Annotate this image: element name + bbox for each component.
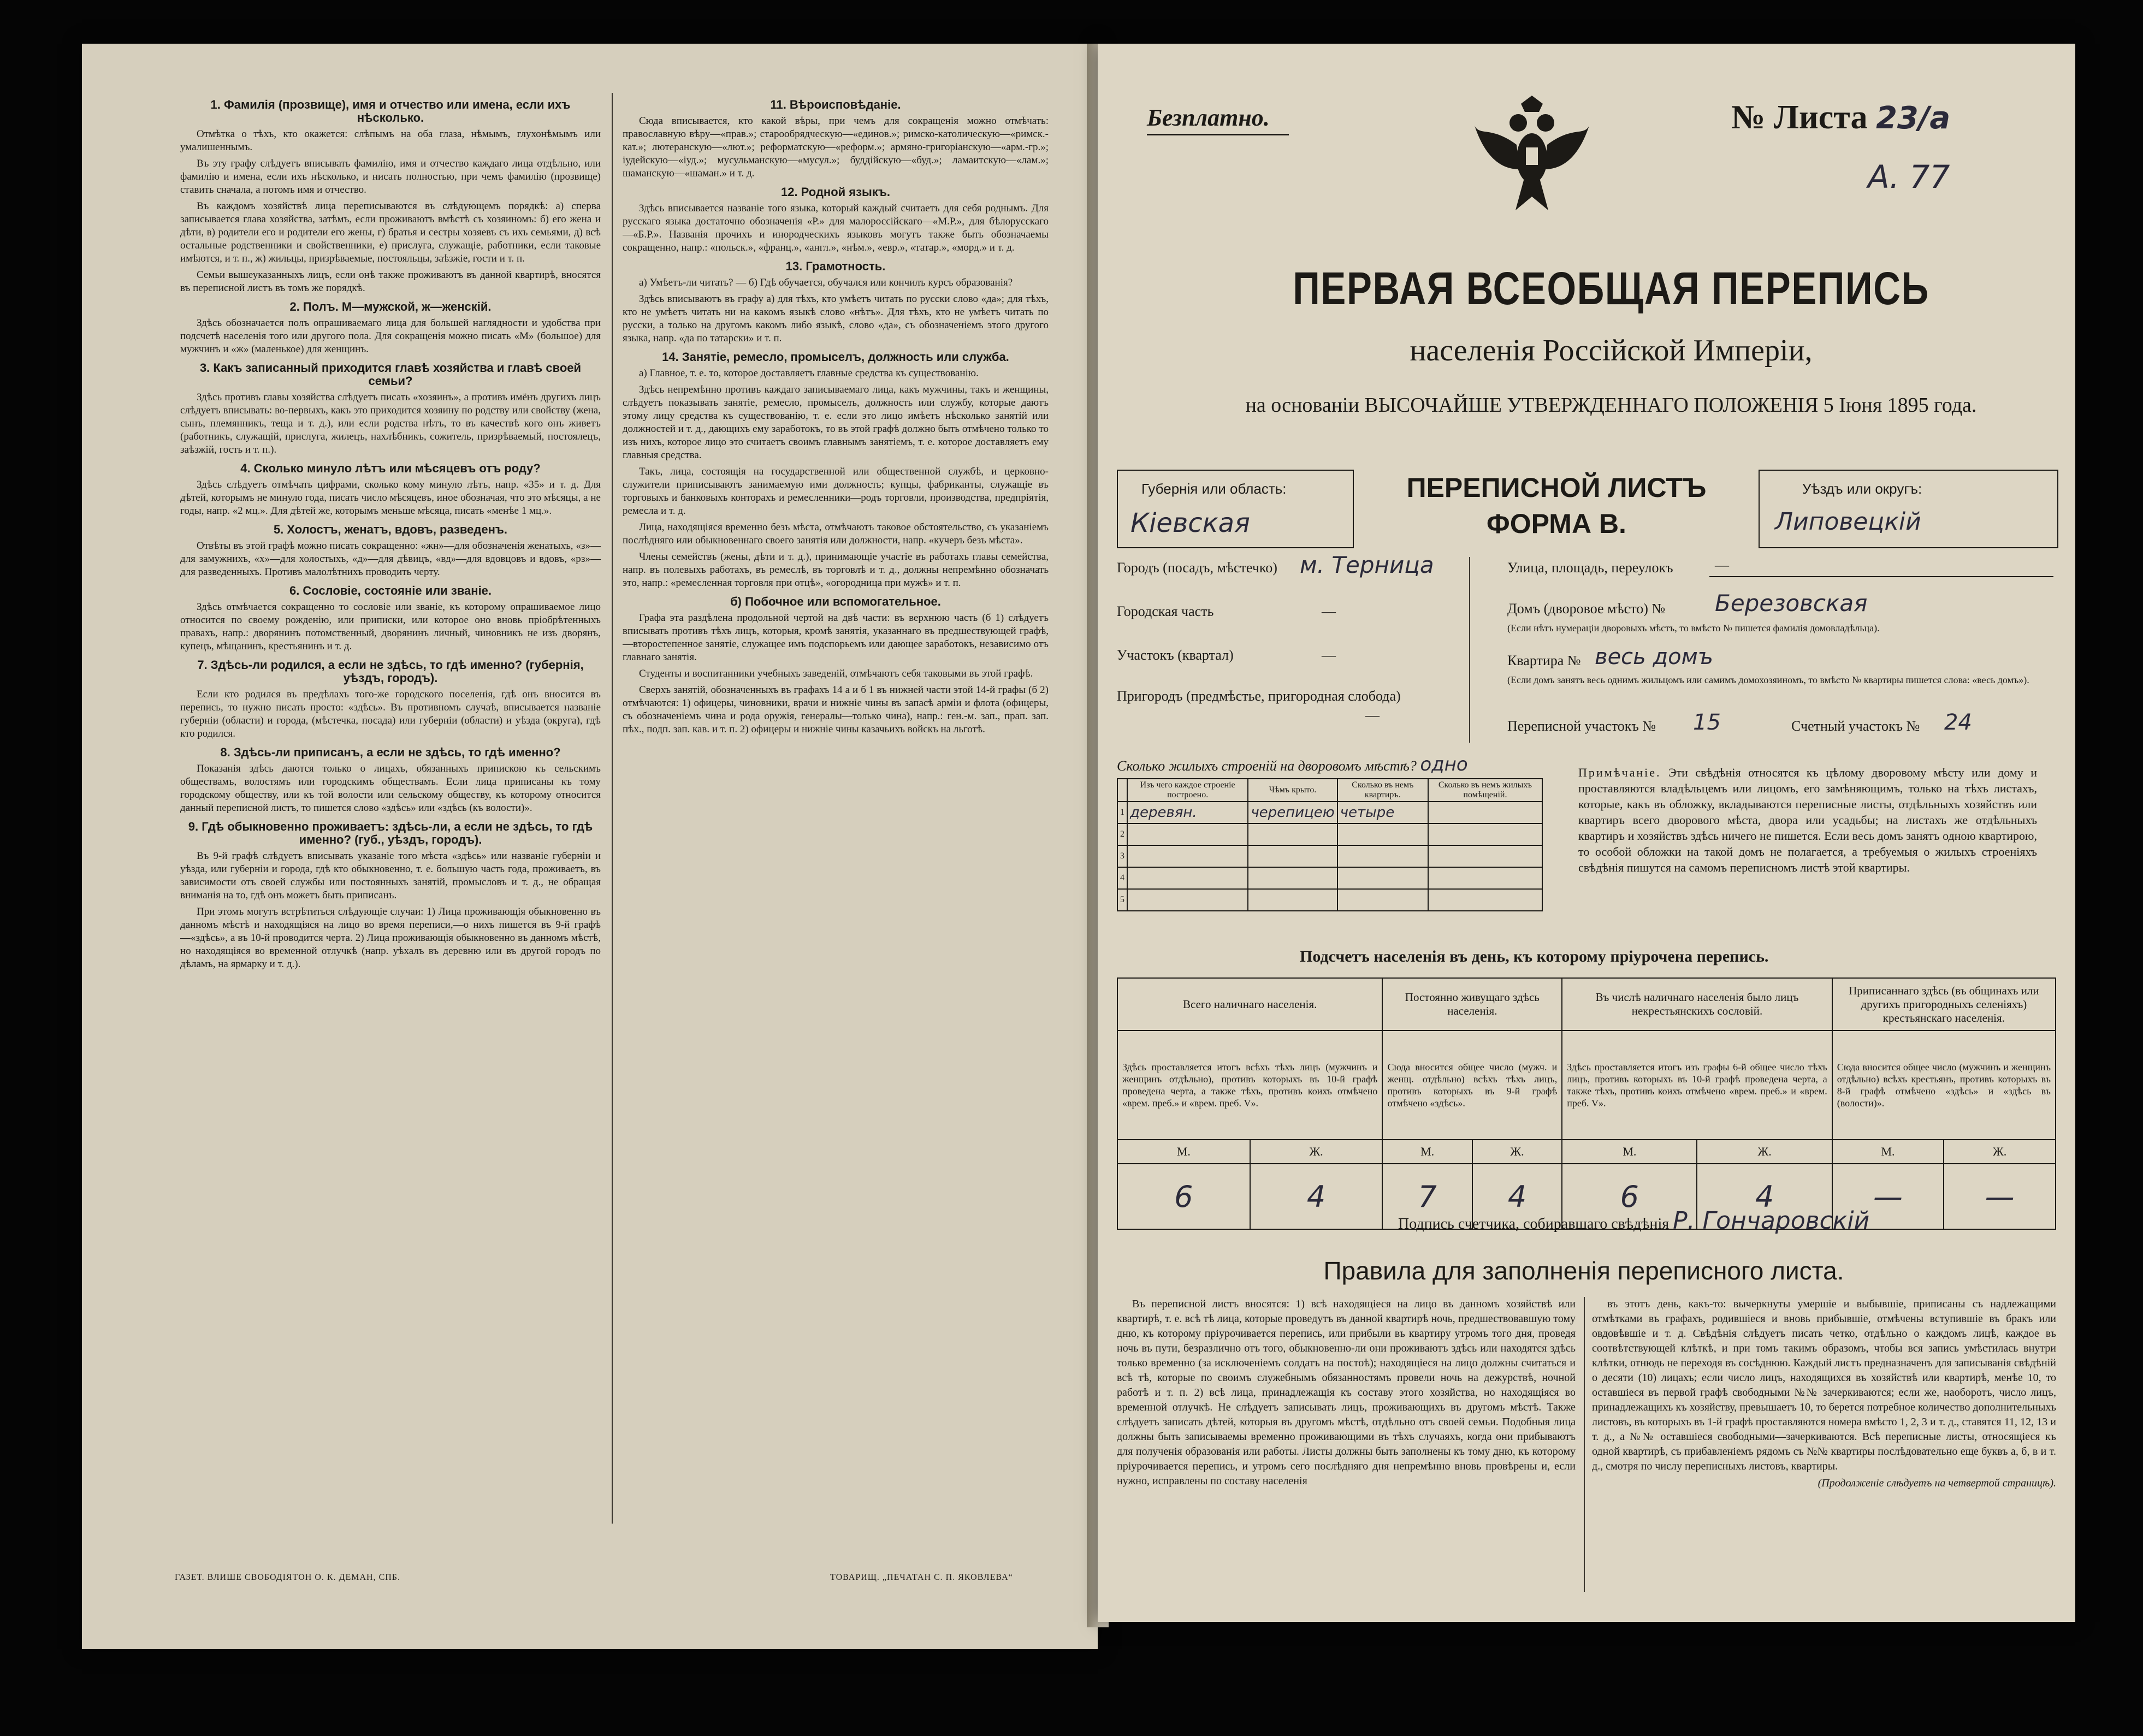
free-label: Безплатно. (1147, 104, 1270, 131)
section-heading: 7. Здѣсь-ли родился, а если не здѣсь, то гдѣ именно? (губернія, уѣздъ, городъ). (197, 658, 584, 685)
buildings-label: Сколько жилыхъ строеній на дворовомъ мѣстѣ? одно (1117, 754, 1468, 775)
row-number: 2 (1117, 823, 1127, 845)
build-col-rooms: Сколько въ немъ жилыхъ помѣщеній. (1428, 779, 1542, 802)
buildings-table-header (1117, 779, 1542, 802)
buildings-cell[interactable] (1337, 845, 1428, 867)
buildings-table-row (1117, 845, 1542, 867)
buildings-cell[interactable] (1337, 889, 1428, 911)
instruction-paragraph: Сюда вписывается, кто какой вѣры, при чемъ для сокращенія можно отмѣчать: православную вѣру—«прав.»; старообрядческую—«единов.»; римско-католическую—«римск.-кат.»; лютеранскую—«лют.»; реформатскую—«реформ.»; армяно-григоріанскую—«арм.-гр.»; іудейскую—«іуд.»; мусульманскую—«мусул.»; буддійскую—«буд.»; ламаитскую—«лам.»; шаманскую—«шаман.» и т. д. (623, 115, 1049, 179)
buildings-cell[interactable] (1248, 867, 1337, 889)
city-value[interactable]: м. Терница (1300, 552, 1434, 578)
instruction-paragraph: Здѣсь слѣдуетъ отмѣчать цифрами, сколько кому минуло лѣтъ, напр. «35» и т. д. Для дѣтей, которымъ не минуло года, писать число мѣсяцевъ, иное обозначая, что это мѣсяцы, а не годы, напр. «2 мц.». Для дѣтей же, которымъ меньше мѣсяца, писать «менѣе 1 мц.». (180, 479, 601, 517)
instruction-paragraph: а) Умѣетъ-ли читать? — б) Гдѣ обучается, обучался или кончилъ курсъ образованія? (639, 277, 1013, 288)
pop-nonpeasant-m[interactable]: 6 (1562, 1164, 1697, 1229)
instruction-paragraph: Отмѣтка о тѣхъ, кто окажется: слѣпымъ на оба глаза, нѣмымъ, глухонѣмымъ или умалишеннымъ. (180, 128, 601, 153)
pop-peasant-m[interactable]: — (1832, 1164, 1944, 1229)
instruction-paragraph: Въ 9-й графѣ слѣдуетъ вписывать указаніе того мѣста «здѣсь» или названіе губерніи и уѣзда, или губерніи и города, гдѣ кто обыкновенно, т. е. большую часть года, проживаетъ, въ зависимости отъ своей службы или постоянныхъ занятій, промысловъ и т. д., не обращая вниманія на то, гдѣ онъ можетъ быть приписанъ. (180, 850, 601, 901)
pop-desc-total: Здѣсь проставляется итогъ всѣхъ тѣхъ лицъ (мужчинъ и женщинъ отдѣльно), противъ которыхъ въ 10-й графѣ проведена черта, а также тѣхъ, противъ коихъ отмѣчено «врем. преб.» и «врем. преб. V». (1117, 1030, 1382, 1140)
instruction-paragraph: а) Главное, т. е. то, которое доставляетъ главные средства къ существованію. (639, 368, 979, 379)
section-heading: 9. Гдѣ обыкновенно проживаетъ: здѣсь-ли, а если не здѣсь, то гдѣ именно? (губ., уѣздъ, городъ). (188, 820, 593, 846)
row-number: 1 (1117, 802, 1127, 823)
buildings-cell[interactable]: деревян. (1127, 802, 1248, 823)
build-col-num (1117, 779, 1127, 802)
sex-zh-label: Ж. (1250, 1140, 1383, 1164)
row-number: 3 (1117, 845, 1127, 867)
pop-header-non-peasant: Въ числѣ наличнаго населенія было лицъ некрестьянскихъ сословій. (1562, 978, 1832, 1030)
buildings-cell[interactable] (1428, 845, 1542, 867)
sheet-number-label: № Листа 23/а (1731, 99, 1951, 136)
flat-note: (Если домъ занятъ весь однимъ жильцомъ или самимъ домохозяиномъ, то вмѣсто № квартиры пишется слова: «весь домъ»). (1507, 674, 2029, 685)
prigorod-value[interactable]: — (1365, 707, 1380, 723)
sex-zh-label: Ж. (1472, 1140, 1562, 1164)
census-title: ПЕРВАЯ ВСЕОБЩАЯ ПЕРЕПИСЬ (1293, 263, 1929, 314)
flat-label: Квартира № (1507, 653, 1581, 668)
instruction-paragraph: Студенты и воспитанники учебныхъ заведеній, отмѣчаютъ себя таковыми въ этой графѣ. (639, 668, 1033, 679)
instruction-paragraph: Здѣсь противъ главы хозяйства слѣдуетъ писать «хозяинъ», а противъ имёнъ другихъ лицъ слѣдуетъ вписывать: во-первыхъ, какъ это приходится хозяину по родству или свойству (жена, сынъ, племянникъ, теща и т. д.), или если родства нѣтъ, то въ качествѣ кого онъ живетъ (работникъ, служащій, прислуга, жилецъ, нахлѣбникъ, сожитель, призрѣваемый, постоялецъ, заѣзжій, гость и т. п.). (180, 392, 601, 455)
free-underline (1147, 134, 1289, 135)
buildings-cell[interactable] (1127, 867, 1248, 889)
house-value[interactable]: Березовская (1715, 590, 1868, 617)
pop-desc-peasant: Сюда вносится общее число (мужчинъ и женщинъ отдѣльно) всѣхъ крестьянъ, противъ которыхъ въ 8-й графѣ отмѣчено «здѣсь» и «здѣсь въ (волости)». (1832, 1030, 2056, 1140)
census-uchastok-label: Переписной участокъ № (1507, 718, 1656, 734)
left-column-1 (180, 93, 601, 1540)
uchastok-value[interactable]: — (1322, 647, 1336, 663)
buildings-cell[interactable] (1428, 867, 1542, 889)
section-heading: 14. Занятіе, ремесло, промыселъ, должность или служба. (662, 350, 1009, 364)
uchastok-label: Участокъ (квартал) (1117, 647, 1234, 663)
instruction-paragraph: Въ эту графу слѣдуетъ вписывать фамилію, имя и отчество каждаго лица отдѣльно, или фамилію и имена, если ихъ нѣсколько, и нисать полностью, при чемъ фамилію (прозвище) ставить сначала, а потомъ имя и отчество. (180, 158, 601, 195)
section-heading: 5. Холостъ, женатъ, вдовъ, разведенъ. (273, 523, 508, 536)
rules-title: Правила для заполненія переписного листа. (1323, 1257, 1844, 1285)
buildings-table-row (1117, 802, 1542, 823)
instruction-paragraph: Отвѣты въ этой графѣ можно писать сокращенно: «жн»—для обозначенія женатыхъ, «з»—для замужнихъ, «х»—для холостыхъ, «д»—для дѣвицъ, «вд»—для вдовцовъ и вдовъ, «рз»—для разведенныхъ. Противъ малолѣтнихъ проводить черту. (180, 540, 601, 578)
sex-m-label: М. (1382, 1140, 1472, 1164)
instruction-paragraph: Въ каждомъ хозяйствѣ лица переписываются въ слѣдующемъ порядкѣ: а) сперва записывается глава хозяйства, затѣмъ, если проживаютъ вмѣстѣ съ хозяиномъ: б) его жена и дѣти, в) родители его и родители его жены, г) братья и сестры хозяевъ съ ихъ семьями, д) всѣ остальные родственники и свойственники, е) прислуга, служащіе, работники, если таковые имѣются, и т. п., ж) жильцы, призрѣваемые, постояльцы, заѣзжіе, гости и т. п. (180, 200, 601, 264)
buildings-cell[interactable] (1337, 867, 1428, 889)
sex-zh-label: Ж. (1944, 1140, 2056, 1164)
buildings-cell[interactable] (1127, 845, 1248, 867)
column-divider (612, 93, 613, 1524)
instruction-paragraph: Такъ, лица, состоящія на государственной или общественной службѣ, и церковно-служители приписываютъ занимаемую ими должность; купцы, фабриканты, служащіе въ торговыхъ и банковыхъ конторахъ и ремесленники—родъ торговли, производства, предпріятія, ремесла и т. д. (623, 466, 1049, 517)
instruction-paragraph: Графа эта раздѣлена продольной чертой на двѣ части: въ верхнюю часть (б 1) слѣдуетъ вписывать противъ тѣхъ лицъ, которыя, кромѣ занятія, указаннаго въ предшествующей графѣ,—второстепенное занятіе, служащее имъ подспорьемъ или дающее заработокъ, независимо отъ главнаго занятія. (623, 612, 1049, 663)
pop-nonpeasant-zh[interactable]: 4 (1697, 1164, 1832, 1229)
section-heading: 4. Сколько минуло лѣтъ или мѣсяцевъ отъ роду? (240, 461, 541, 475)
instruction-paragraph: Показанія здѣсь даются только о лицахъ, обязанныхъ припискою къ сельскимъ обществамъ, волостямъ или городскимъ обществамъ. Если лица приписаны къ тому городскому обществу, или къ той волости или сельскому обществу, къ которому относится данный переписной листъ, то пишется слово «здѣсь» или «здѣсь (къ волости)». (180, 763, 601, 814)
left-column-2 (623, 93, 1049, 1540)
section-heading: 12. Родной языкъ. (780, 185, 891, 199)
street-line (1709, 576, 2053, 577)
census-legal-basis: на основаніи ВЫСОЧАЙШЕ УТВЕРЖДЕННАГО ПОЛОЖЕНІЯ 5 Іюня 1895 года. (1245, 394, 1977, 417)
sex-m-label: М. (1117, 1140, 1250, 1164)
instruction-paragraph: Здѣсь обозначается полъ опрашиваемаго лица для большей наглядности и удобства при подсчетѣ населенія того или другого пола. Для сокращенія можно писать «М» (большое) для мужчинъ и «ж» (маленькое) для женщинъ. (180, 317, 601, 355)
buildings-cell[interactable] (1248, 889, 1337, 911)
pop-total-zh[interactable]: 4 (1250, 1164, 1383, 1229)
buildings-cell[interactable] (1248, 823, 1337, 845)
pop-desc-non-peasant: Здѣсь проставляется итогъ изъ графы 6-й общее число тѣхъ лицъ, противъ которыхъ въ 10-й графѣ проведена черта, а также тѣхъ, противъ коихъ отмѣчено «врем. преб.» и «врем. преб. V». (1562, 1030, 1832, 1140)
buildings-table-row (1117, 823, 1542, 845)
row-number: 4 (1117, 867, 1127, 889)
population-table (1117, 977, 2056, 1230)
gubernia-label: Губернія или область: (1141, 481, 1287, 497)
build-col-flats: Сколько въ немъ квартиръ. (1337, 779, 1428, 802)
sheet-handwritten-note: А. 77 (1868, 158, 1950, 195)
uezd-label: Уѣздъ или округъ: (1802, 481, 1922, 497)
instruction-paragraph: Здѣсь вписывается названіе того языка, который каждый считаетъ для себя роднымъ. Для русскаго языка достаточно обозначенія «Р.» для малороссійскаго—«М.Р.», для бѣлорусскаго—«Б.Р.». Названія прочихъ и инородческихъ языковъ могутъ также быть обозначаемы сокращенно, напр.: «польск.», «франц.», «англ.», «нѣм.», «евр.», «татар.», «морд.» и т. д. (623, 203, 1049, 253)
sex-zh-label: Ж. (1697, 1140, 1832, 1164)
double-headed-eagle-emblem (1469, 93, 1595, 218)
instruction-paragraph: Сверхъ занятій, обозначенныхъ въ графахъ 14 а и б 1 въ нижней части этой 14-й графы (б 2) отмѣчаются: 1) офицеры, чиновники, врачи и нижніе чины въ запасѣ арміи и флота (офицеры, съ обозначеніемъ чина и рода оружія, генералы—только чина), напр.: ген.-м. зап., прап. зап. пѣх., подп. зап. кав. и т. п. 2) офицеры и нижніе чины казачьихъ войскъ на льготѣ. (623, 684, 1049, 735)
city-part-label: Городская часть (1117, 603, 1214, 619)
pop-permanent-zh[interactable]: 4 (1472, 1164, 1562, 1229)
population-count-title: Подсчетъ населенія въ день, къ которому пріурочена перепись. (1300, 947, 1769, 965)
section-heading: 1. Фамилія (прозвище), имя и отчество или имена, если ихъ нѣсколько. (210, 98, 571, 125)
address-divider (1469, 557, 1470, 743)
pop-total-m[interactable]: 6 (1117, 1164, 1250, 1229)
pop-header-total: Всего наличнаго населенія. (1117, 978, 1382, 1030)
right-footer-printer: ТОВАРИЩ. „ПЕЧАТАН С. П. ЯКОВЛЕВА“ (830, 1573, 1013, 1582)
pop-header-permanent: Постоянно живущаго здѣсь населенія. (1382, 978, 1562, 1030)
section-heading: 3. Какъ записанный приходится главѣ хозяйства и главѣ своей семьи? (199, 361, 582, 388)
buildings-cell[interactable] (1428, 889, 1542, 911)
pop-header-row (1117, 978, 2056, 1030)
prigorod-label: Пригородъ (предмѣстье, пригородная слобода) (1117, 688, 1401, 704)
buildings-cell[interactable] (1127, 823, 1248, 845)
buildings-note: Примѣчаніе. Эти свѣдѣнія относятся къ цѣлому дворовому мѣсту или дому и проставляются владѣльцемъ или лицомъ, его замѣняющимъ, только на тѣхъ листахъ, которые, какъ въ обложку, вкладываются переписные листы, отдѣльныхъ хозяйствъ или квартиръ всего дворового мѣста, двора или усадьбы; на листахъ же отдѣльныхъ квартиръ и хозяйствъ здѣсь ничего не пишется. Если весь домъ занятъ одною квартирою, то особой обложки на такой домъ не полагается, а требуемыя о жилыхъ строеніяхъ свѣдѣнія пишутся на самомъ переписномъ листѣ этой квартиры. (1578, 766, 2037, 874)
count-uchastok-label: Счетный участокъ № (1791, 718, 1920, 734)
pop-peasant-zh[interactable]: — (1944, 1164, 2056, 1229)
buildings-cell[interactable] (1248, 845, 1337, 867)
house-label: Домъ (дворовое мѣсто) № (1507, 601, 1666, 617)
buildings-cell[interactable] (1337, 823, 1428, 845)
street-value[interactable]: — (1715, 557, 1729, 573)
instruction-paragraph: Здѣсь отмѣчается сокращенно то сословіе или званіе, къ которому опрашиваемое лицо относится по своему рожденію, или приписки, или которое оно вновь пріобрѣтенныхъ правахъ, напр.: дворянинъ потомственный, дворянинъ личный, чиновникъ не изъ дворянъ, купецъ, мѣщанинъ, крестьянинъ и т. д. (180, 601, 601, 652)
signature-value[interactable]: Р. Гончаровскій (1673, 1207, 1870, 1235)
buildings-table-row (1117, 889, 1542, 911)
sheet-number-handwritten: 23/а (1875, 100, 1951, 136)
signature-line: Подпись счетчика, собиравшаго свѣдѣнія Р. Гончаровскій (1398, 1207, 1870, 1235)
pop-desc-permanent: Сюда вносится общее число (мужч. и женщ. отдѣльно) всѣхъ тѣхъ лицъ, противъ которыхъ въ 9-й графѣ отмѣчено «здѣсь». (1382, 1030, 1562, 1140)
buildings-cell[interactable] (1428, 802, 1542, 823)
buildings-cell[interactable]: четыре (1337, 802, 1428, 823)
uezd-value[interactable]: Липовецкій (1775, 508, 1921, 536)
form-heading: ПЕРЕПИСНОЙ ЛИСТЪ ФОРМА В. (1406, 472, 1707, 539)
section-heading: 13. Грамотность. (785, 259, 886, 273)
instruction-paragraph: Члены семействъ (жены, дѣти и т. д.), принимающіе участіе въ работахъ главы семейства, напр. въ полевыхъ работахъ, въ ремеслѣ, въ торговлѣ и т. д., должны непремѣнно обозначать это, напр.: «ремесленная торговля при отцѣ», «огородница при мужѣ» и т. п. (623, 551, 1049, 589)
sex-m-label: М. (1832, 1140, 1944, 1164)
instruction-paragraph: Лица, находящіяся временно безъ мѣста, отмѣчаютъ таковое обстоятельство, съ указаніемъ послѣдняго или обыкновеннаго своего занятія или должности, напр. «кучеръ безъ мѣста». (623, 522, 1049, 546)
pop-sex-row (1117, 1140, 2056, 1164)
pop-desc-row (1117, 1030, 2056, 1140)
section-heading: 2. Полъ. М—мужской, ж—женскій. (289, 300, 492, 313)
census-subtitle: населенія Россійской Имперіи, (1410, 334, 1813, 368)
instruction-paragraph: Здѣсь непремѣнно противъ каждаго записываемаго лица, какъ мужчины, такъ и женщины, слѣдуетъ показывать занятіе, ремесло, промыселъ, должность или службу, которые даютъ этому лицу средства къ существованію, т. е. если это лицо имѣетъ нѣсколько занятій или должностей и т. д., дающихъ ему заработокъ, то въ этой графѣ должно быть отмѣчено только то изъ нихъ, которое лицо это считаетъ своимъ главнымъ занятіемъ, т. е. которое доставляетъ ему главныя средства. (623, 384, 1049, 461)
section-heading: 8. Здѣсь-ли приписанъ, а если не здѣсь, то гдѣ именно? (220, 745, 561, 759)
buildings-value[interactable]: одно (1420, 754, 1468, 775)
section-heading: б) Побочное или вспомогательное. (730, 595, 941, 608)
build-col-roof: Чѣмъ крыто. (1248, 779, 1337, 802)
buildings-table (1117, 778, 1543, 911)
instruction-paragraph: Здѣсь вписываютъ въ графу а) для тѣхъ, кто умѣетъ читать по русски слово «да»; для тѣхъ, кто не умѣетъ читать ни на какомъ языкѣ слово «нѣтъ». Для тѣхъ, кто не умѣетъ читать по русски, а только на другомъ какомъ либо языкѣ, слово «да», съ обозначеніемъ этого другого языка, напр. «да по татарски» и т. п. (623, 293, 1049, 344)
buildings-table-row (1117, 867, 1542, 889)
house-note: (Если нѣтъ нумераціи дворовыхъ мѣстъ, то вмѣсто № пишется фамилія домовладѣльца). (1507, 623, 1880, 633)
build-col-material: Изъ чего каждое строеніе построено. (1127, 779, 1248, 802)
buildings-cell[interactable]: черепицею (1248, 802, 1337, 823)
rules-divider (1584, 1297, 1585, 1592)
section-heading: 6. Сословіе, состояніе или званіе. (289, 584, 492, 597)
buildings-cell[interactable] (1127, 889, 1248, 911)
city-label: Городъ (посадъ, мѣстечко) (1117, 560, 1277, 576)
sex-m-label: М. (1562, 1140, 1697, 1164)
rules-column-2: въ этотъ день, какъ-то: вычеркнуты умершіе и выбывшіе, приписаны съ надлежащими отмѣтками въ графахъ, родившіеся и вновь прибывшіе, отмѣчены вступившіе въ бракъ или овдовѣвшіе и т. д. Свѣдѣнія слѣдуетъ писать четко, отдѣльно о каждомъ лицѣ, каждое въ соотвѣтствующей клѣткѣ, и при томъ такимъ образомъ, чтобы вся запись умѣстилась внутри клѣтки, отнюдь не переходя въ сосѣднюю. Каждый листъ предназначенъ для записыванія свѣдѣній о десяти (10) лицахъ; если число лицъ, находящихся въ хозяйствѣ или квартирѣ, менѣе 10, то оставшіеся въ первой графѣ свободными №№ зачеркиваются; если же, наоборотъ, число лицъ, принадлежащихъ къ хозяйству, превышаетъ 10, то берется потребное количество дополнительныхъ листовъ, въ которыхъ въ 1-й графѣ проставляются номера вмѣсто 1, 2, 3 и т. д., ставятся 11, 12, 13 и т. д., а №№ оставшіеся свободными—зачеркиваются. Всѣ переписные листы, относящіеся къ одной квартирѣ, съ прибавленіемъ рядомъ съ №№ квартиры послѣдовательно еще буквъ а, б, в и т. д., смотря по числу переписныхъ листовъ, квартиры. (Продолженіе слѣдуетъ на четвертой страницѣ). (1592, 1297, 2056, 1592)
gubernia-value[interactable]: Кіевская (1130, 508, 1250, 538)
street-label: Улица, площадь, переулокъ (1507, 560, 1673, 576)
count-uchastok-value[interactable]: 24 (1944, 710, 1972, 735)
row-number: 5 (1117, 889, 1127, 911)
instruction-paragraph: Семьи вышеуказанныхъ лицъ, если онѣ также проживаютъ въ данной квартирѣ, вносятся въ переписной листъ въ томъ же порядкѣ. (180, 269, 601, 294)
census-uchastok-value[interactable]: 15 (1693, 710, 1721, 735)
rules-column-1: Въ переписной листъ вносятся: 1) всѣ находящіеся на лицо въ данномъ хозяйствѣ или квартирѣ, т. е. всѣ тѣ лица, которые проведутъ въ данной квартирѣ ночь, предшествовавшую тому дню, къ которому пріурочивается перепись, или прибыли въ квартиру утромъ того дня, проведя ночь въ пути, безразлично отъ того, обыкновенно-ли они проживаютъ здѣсь или находятся здѣсь только временно (за исключеніемъ солдатъ на постоѣ); находящіеся на лицо должны считаться и всѣ тѣ, которые по своимъ служебнымъ обязанностямъ провели ночь на дежурствѣ, ночной работѣ и т. п. 2) всѣ лица, принадлежащія къ составу этого хозяйства, но находящіяся во временной отлучкѣ. Не слѣдуетъ записывать лицъ, проживающихъ въ другомъ мѣстѣ. Также слѣдуетъ записать дѣтей, которыя въ другомъ мѣстѣ, отдѣльно отъ своей семьи. Подобныя лица должны быть записываемы временно проживающими въ тѣхъ случаяхъ, когда они прибываютъ для полученія образованія или работы. Листы должны быть заполнены къ тому дню, къ которому пріурочивается перепись, и утромъ сего послѣдняго дня непремѣнно вновь провѣрены и, если нужно, исправлены по составу населенія (1117, 1298, 1576, 1487)
buildings-cell[interactable] (1428, 823, 1542, 845)
flat-value[interactable]: весь домъ (1595, 644, 1714, 669)
rules-continue-note: (Продолженіе слѣдуетъ на четвертой страницѣ). (1818, 1477, 2056, 1489)
city-part-value[interactable]: — (1322, 603, 1336, 619)
pop-permanent-m[interactable]: 7 (1382, 1164, 1472, 1229)
instruction-paragraph: Если кто родился въ предѣлахъ того-же городского поселенія, гдѣ онъ вносится въ перепись, то нужно писать просто: «здѣсь». Въ противномъ случаѣ, вписывается названіе губерніи (области) и города, (мѣстечка, посада) или губерніи (области) и уѣзда (округа), гдѣ кто родился. (180, 689, 601, 739)
section-heading: 11. Вѣроисповѣданіе. (770, 98, 901, 111)
left-footer-printer: ГАЗЕТ. ВЛИШЕ СВОБОДІЯТОН О. К. ДЕМАН, СПБ. (175, 1573, 400, 1582)
pop-header-peasant: Приписаннаго здѣсь (въ общинахъ или другихъ пригородныхъ селеніяхъ) крестьянскаго населенія. (1832, 978, 2056, 1030)
instruction-paragraph: При этомъ могутъ встрѣтиться слѣдующіе случаи: 1) Лица проживающія обыкновенно въ данномъ мѣстѣ и находящіяся на лицо во время переписи,—о нихъ пишется въ 9-й графѣ—«здѣсь», а въ 10-й проводится черта. 2) Лица проживающія обыкновенно въ данномъ мѣстѣ, но находящіяся во временной отлучкѣ (напр. уѣхалъ въ деревню или въ другой городъ по дѣламъ, на ярмарку и т. д.). (180, 906, 601, 970)
